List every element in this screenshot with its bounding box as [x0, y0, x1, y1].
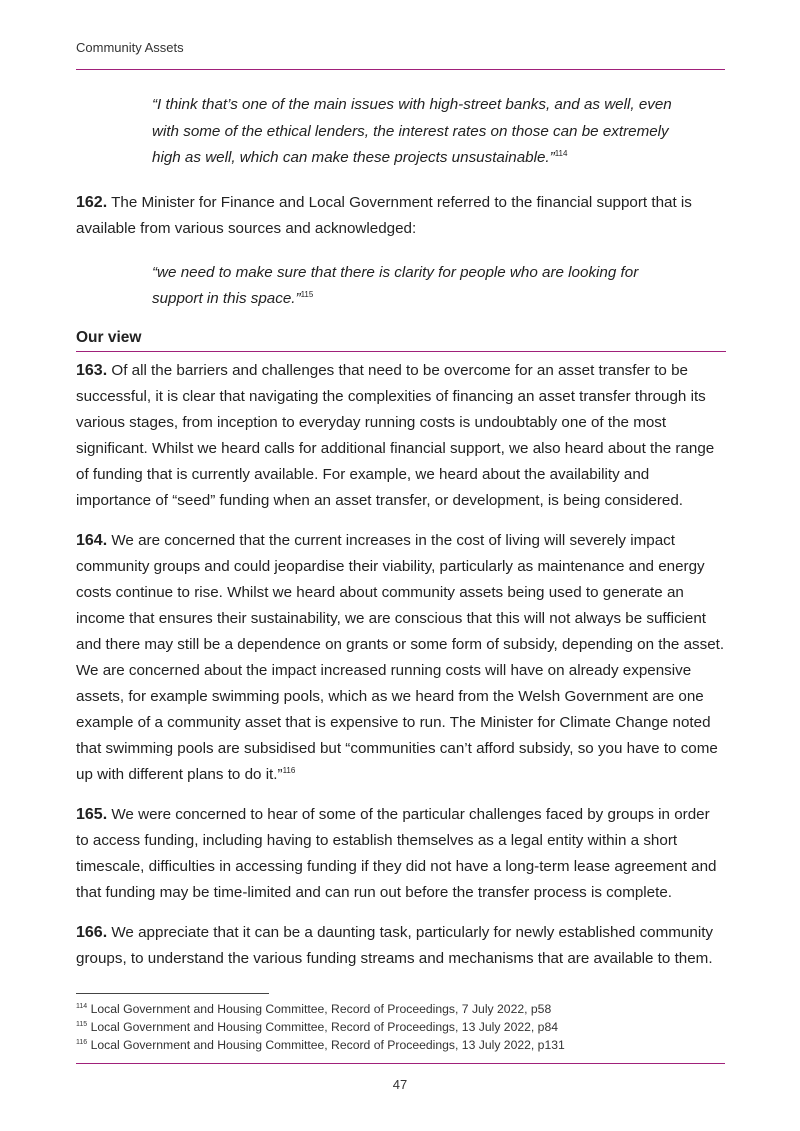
- paragraph-text: We appreciate that it can be a daunting task, particularly for newly established community groups, to understand the various funding streams and mechanisms that are available to them.: [76, 923, 714, 967]
- section-heading-our-view: Our view: [76, 329, 726, 352]
- footnote-114: [76, 1000, 726, 1018]
- paragraph-number: 162.: [76, 193, 108, 211]
- paragraph-text: The Minister for Finance and Local Government referred to the financial support that is available from various sources and acknowledged:: [76, 193, 692, 237]
- footnote-ref-115[interactable]: 115: [300, 289, 314, 299]
- paragraph-number: 163.: [76, 361, 108, 379]
- footnote-115: [76, 1018, 726, 1036]
- paragraph-162: [76, 190, 726, 242]
- paragraph-number: 166.: [76, 923, 108, 941]
- quote-text: “I think that’s one of the main issues with high-street banks, and as well, even with some of the ethical lenders, the interest rates on those can be extremely high as well, which can make these projects unsustainable.”: [152, 96, 672, 166]
- footer-rule: [76, 1063, 725, 1064]
- footnote-116: [76, 1036, 726, 1054]
- quote-text: “we need to make sure that there is clarity for people who are looking for support in this space.”: [152, 263, 639, 307]
- footnote-ref-114[interactable]: 114: [554, 148, 568, 158]
- paragraph-number: 165.: [76, 805, 108, 823]
- footnote-text: Local Government and Housing Committee, Record of Proceedings, 7 July 2022, p58: [90, 1002, 552, 1016]
- paragraph-text: Of all the barriers and challenges that need to be overcome for an asset transfer to be successful, it is clear that navigating the complexities of financing an asset transfer through its various stages, from inception to everyday running costs is undoubtably one of the most significant. Whilst we heard calls for additional financial support, we also heard about the range of funding that is currently available. For example, we heard about the availability and importance of “seed” funding when an asset transfer, or development, is being considered.: [76, 361, 715, 509]
- paragraph-number: 164.: [76, 531, 108, 549]
- page-body: [76, 92, 726, 972]
- page-number: 47: [392, 1077, 408, 1092]
- quote-114: [152, 92, 672, 172]
- paragraph-166: [76, 920, 726, 972]
- footnote-number: 115: [76, 1020, 88, 1028]
- footnote-number: 116: [76, 1038, 88, 1046]
- paragraph-text: We are concerned that the current increases in the cost of living will severely impact community groups and could jeopardise their viability, particularly as maintenance and energy costs continue to rise. Whilst we heard about community assets being used to generate an income that ensures their sustainability, we are conscious that this will not always be sufficient and there may still be a dependence on grants or some form of subsidy, depending on the asset. We are concerned about the impact increased running costs will have on already expensive assets, for example swimming pools, which as we heard from the Welsh Government are one example of a community asset that is expensive to run. The Minister for Climate Change noted that swimming pools are subsidised but “communities can’t afford subsidy, so you have to come up with different plans to do it.”: [76, 531, 725, 783]
- footnote-text: Local Government and Housing Committee, Record of Proceedings, 13 July 2022, p84: [90, 1020, 559, 1034]
- footnote-number: 114: [76, 1002, 88, 1010]
- paragraph-text: We were concerned to hear of some of the particular challenges faced by groups in order to access funding, including having to establish themselves as a legal entity within a short timescale, difficulties in accessing funding if they did not have a long-term lease agreement and that funding may be time-limited and can run out before the transfer process is complete.: [76, 805, 717, 901]
- footnote-ref-116[interactable]: 116: [282, 765, 296, 775]
- paragraph-164: [76, 528, 726, 788]
- running-header: Community Assets: [76, 40, 184, 55]
- footnotes: [76, 1000, 726, 1054]
- paragraph-165: [76, 802, 726, 906]
- footnote-divider: [76, 993, 269, 994]
- footnote-text: Local Government and Housing Committee, Record of Proceedings, 13 July 2022, p131: [90, 1038, 565, 1052]
- header-rule: [76, 69, 725, 70]
- quote-115: [152, 260, 672, 313]
- paragraph-163: [76, 358, 726, 514]
